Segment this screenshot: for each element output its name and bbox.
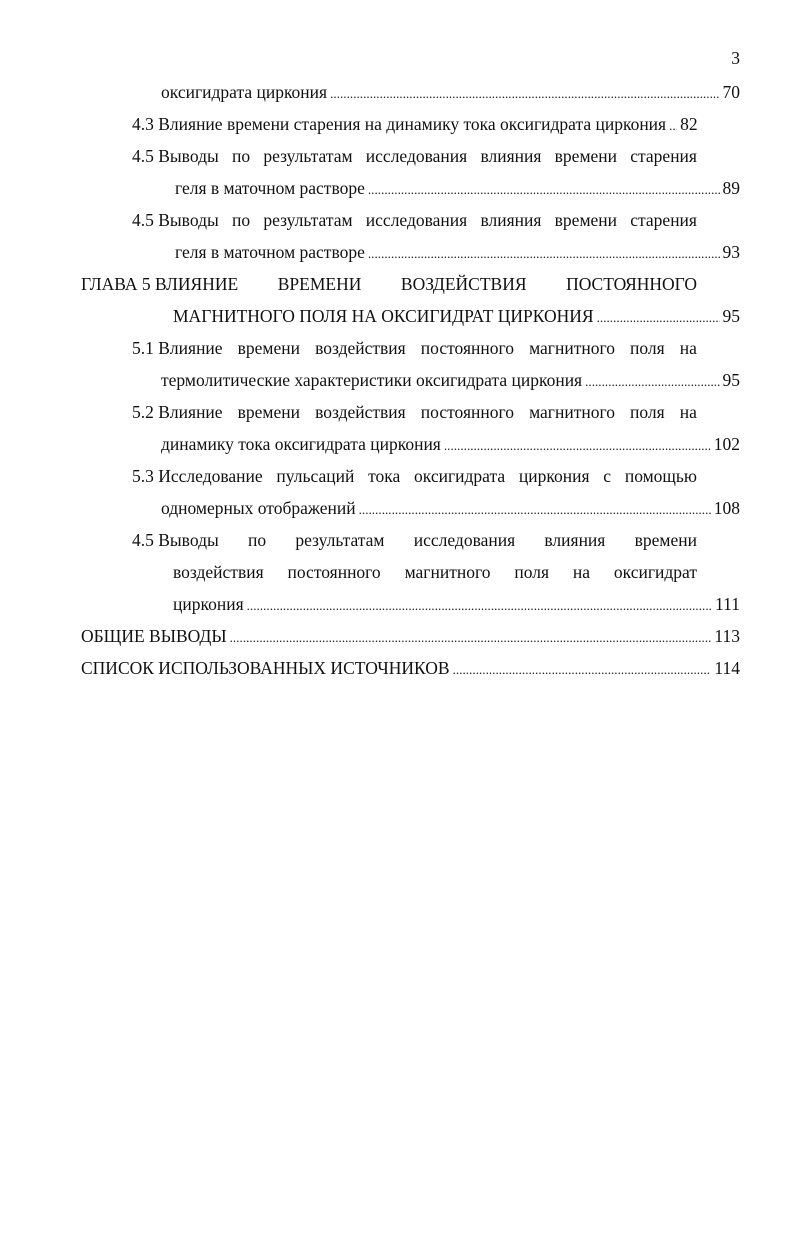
toc-page-number: 93 bbox=[722, 242, 740, 262]
toc-entry-continuation[interactable] bbox=[0, 76, 799, 108]
toc-page-number: 95 bbox=[722, 370, 740, 390]
toc-word: результатам bbox=[295, 530, 385, 550]
toc-word: постоянного bbox=[287, 562, 381, 582]
toc-page-number: 82 bbox=[680, 114, 698, 134]
toc-word: 4.5 Выводы bbox=[132, 146, 219, 166]
toc-page-number: 111 bbox=[715, 594, 740, 614]
toc-word: по bbox=[231, 146, 251, 166]
toc-entry-4-5c-line2[interactable] bbox=[0, 556, 799, 588]
toc-word: по bbox=[231, 210, 251, 230]
toc-entry-title: 4.3 Влияние времени старения на динамику тока оксигидрата циркония bbox=[132, 114, 667, 134]
toc-entry-4-5-line2[interactable] bbox=[0, 172, 799, 204]
toc-word: воздействия bbox=[315, 338, 406, 358]
toc-word: старения bbox=[630, 210, 697, 230]
toc-word: 4.5 Выводы bbox=[132, 530, 219, 550]
toc-chapter-5-line2[interactable] bbox=[0, 300, 799, 332]
toc-word: магнитного bbox=[529, 402, 615, 422]
dot-leader bbox=[368, 172, 720, 206]
toc-word: ВРЕМЕНИ bbox=[277, 274, 362, 294]
toc-entry-4-5-line1[interactable] bbox=[0, 140, 799, 172]
toc-entry-title: термолитические характеристики оксигидрата циркония bbox=[161, 370, 583, 390]
toc-word: постоянного bbox=[420, 338, 514, 358]
toc-page-number: 70 bbox=[722, 82, 740, 102]
toc-word: исследования bbox=[413, 530, 516, 550]
toc-page-number: 108 bbox=[713, 498, 740, 518]
toc-entry-title: МАГНИТНОГО ПОЛЯ НА ОКСИГИДРАТ ЦИРКОНИЯ bbox=[173, 306, 594, 326]
toc-entry-title: геля в маточном растворе bbox=[175, 178, 365, 198]
toc-word: помощью bbox=[624, 466, 697, 486]
dot-leader bbox=[669, 108, 677, 142]
toc-word: постоянного bbox=[420, 402, 514, 422]
toc-entry-title: динамику тока оксигидрата циркония bbox=[161, 434, 441, 454]
toc-word: 5.3 Исследование bbox=[132, 466, 263, 486]
toc-entry-5-3-line1[interactable] bbox=[0, 460, 799, 492]
toc-word: влияния bbox=[480, 210, 542, 230]
toc-entry-title: СПИСОК ИСПОЛЬЗОВАННЫХ ИСТОЧНИКОВ bbox=[81, 658, 450, 678]
toc-word: воздействия bbox=[173, 562, 264, 582]
toc-entry-4-3[interactable] bbox=[0, 108, 799, 140]
toc-word: времени bbox=[634, 530, 697, 550]
dot-leader bbox=[597, 300, 720, 334]
toc-entry-5-2-line1[interactable] bbox=[0, 396, 799, 428]
dot-leader bbox=[247, 588, 712, 622]
dot-leader bbox=[585, 364, 719, 398]
toc-word: ВОЗДЕЙСТВИЯ bbox=[400, 274, 527, 294]
toc-word: времени bbox=[554, 210, 618, 230]
toc-word: исследования bbox=[365, 210, 468, 230]
toc-word: поля bbox=[630, 338, 665, 358]
toc-word: старения bbox=[630, 146, 697, 166]
toc-references[interactable] bbox=[0, 652, 799, 684]
toc-entry-5-1-line2[interactable] bbox=[0, 364, 799, 396]
toc-word: магнитного bbox=[404, 562, 491, 582]
toc-entry-title: ОБЩИЕ ВЫВОДЫ bbox=[81, 626, 227, 646]
toc-word: 5.2 Влияние bbox=[132, 402, 223, 422]
toc-word: времени bbox=[554, 146, 618, 166]
toc-word: поля bbox=[630, 402, 665, 422]
toc-word: исследования bbox=[365, 146, 468, 166]
toc-word: 4.5 Выводы bbox=[132, 210, 219, 230]
toc-word: поля bbox=[514, 562, 549, 582]
toc-word: времени bbox=[237, 338, 301, 358]
toc-word: пульсаций bbox=[276, 466, 355, 486]
dot-leader bbox=[444, 428, 711, 462]
toc-word: влияния bbox=[480, 146, 542, 166]
toc-page-number: 102 bbox=[713, 434, 740, 454]
toc-word: оксигидрата bbox=[414, 466, 506, 486]
toc-entry-title: одномерных отображений bbox=[161, 498, 356, 518]
toc-word: ПОСТОЯННОГО bbox=[566, 274, 697, 294]
toc-page-number: 89 bbox=[722, 178, 740, 198]
dot-leader bbox=[230, 620, 712, 654]
dot-leader bbox=[359, 492, 711, 526]
toc-word: по bbox=[247, 530, 267, 550]
page-number: 3 bbox=[731, 48, 740, 68]
toc-word: на bbox=[572, 562, 591, 582]
toc-general-conclusions[interactable] bbox=[0, 620, 799, 652]
toc-entry-title: циркония bbox=[173, 594, 244, 614]
dot-leader bbox=[453, 652, 712, 686]
toc-word: магнитного bbox=[529, 338, 615, 358]
table-of-contents bbox=[0, 76, 799, 684]
toc-chapter-5-line1[interactable] bbox=[0, 268, 799, 300]
toc-word: циркония bbox=[518, 466, 590, 486]
toc-entry-5-3-line2[interactable] bbox=[0, 492, 799, 524]
toc-entry-5-1-line1[interactable] bbox=[0, 332, 799, 364]
toc-word: влияния bbox=[544, 530, 606, 550]
toc-word: на bbox=[679, 402, 697, 422]
toc-page-number: 95 bbox=[722, 306, 740, 326]
toc-entry-title: оксигидрата циркония bbox=[161, 82, 328, 102]
toc-page-number: 114 bbox=[714, 658, 740, 678]
toc-entry-4-5b-line2[interactable] bbox=[0, 236, 799, 268]
toc-word: на bbox=[679, 338, 697, 358]
toc-word: тока bbox=[368, 466, 401, 486]
toc-word: оксигидрат bbox=[613, 562, 697, 582]
toc-entry-title: геля в маточном растворе bbox=[175, 242, 365, 262]
toc-word: с bbox=[603, 466, 612, 486]
toc-word: результатам bbox=[263, 210, 353, 230]
toc-word: времени bbox=[237, 402, 301, 422]
toc-entry-4-5c-line1[interactable] bbox=[0, 524, 799, 556]
toc-page-number: 113 bbox=[714, 626, 740, 646]
toc-word: воздействия bbox=[315, 402, 406, 422]
toc-word: результатам bbox=[263, 146, 353, 166]
toc-entry-4-5b-line1[interactable] bbox=[0, 204, 799, 236]
toc-entry-5-2-line2[interactable] bbox=[0, 428, 799, 460]
toc-word: 5.1 Влияние bbox=[132, 338, 223, 358]
toc-entry-4-5c-line3[interactable] bbox=[0, 588, 799, 620]
toc-word: ГЛАВА 5 ВЛИЯНИЕ bbox=[81, 274, 239, 294]
dot-leader bbox=[330, 76, 719, 110]
dot-leader bbox=[368, 236, 720, 270]
